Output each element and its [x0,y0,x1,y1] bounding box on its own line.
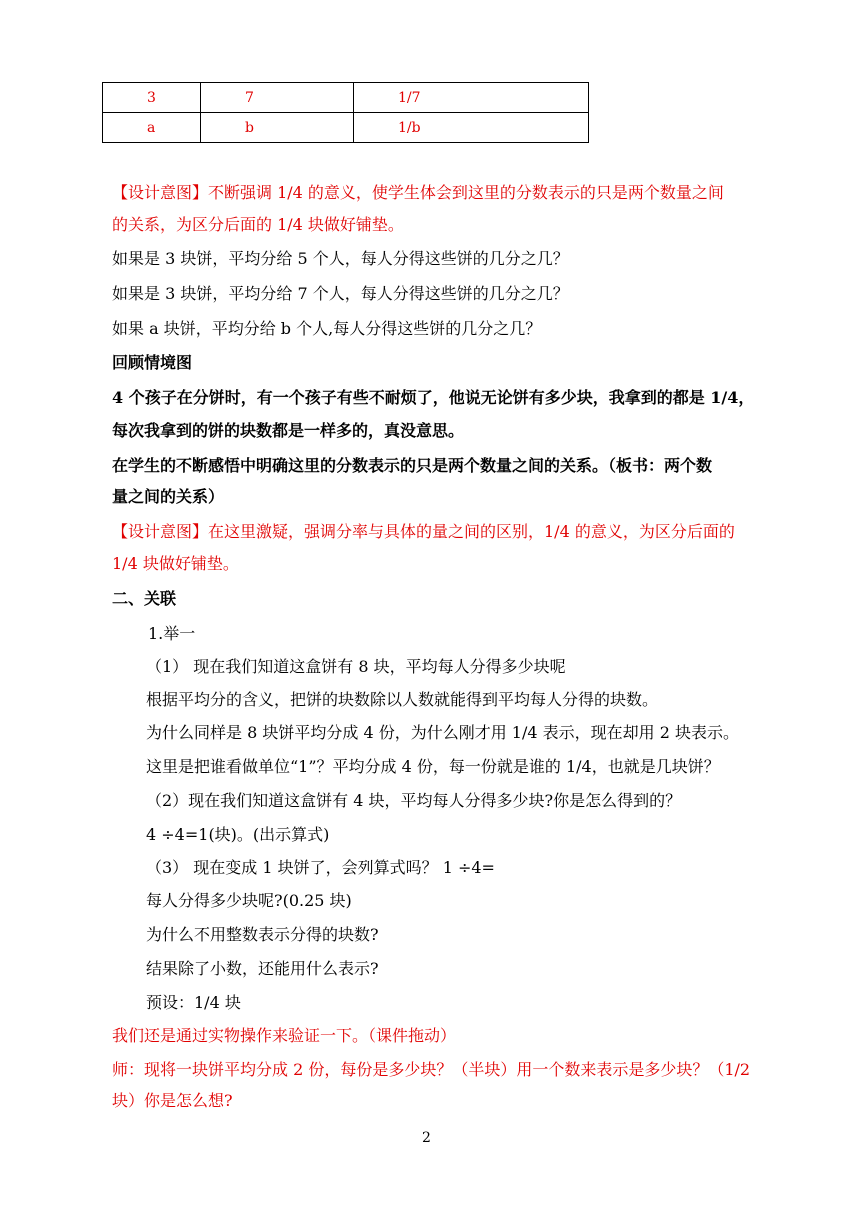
body-line: 这里是把谁看做单位“1”？平均分成 4 份，每一份就是谁的 1/4，也就是几块饼？ [146,757,720,776]
design-intent-line: 的关系，为区分后面的 1/4 块做好铺垫。 [112,215,404,234]
design-intent-line: 【设计意图】在这里激疑，强调分率与具体的量之间的区别，1/4 的意义，为区分后面的 [112,522,735,541]
body-line: （2）现在我们知道这盒饼有 4 块，平均每人分得多少块?你是怎么得到的？ [146,791,682,810]
body-line: （3） 现在变成 1 块饼了，会列算式吗？ 1 ÷4= [146,858,495,877]
board-note-line: 量之间的关系） [112,487,225,506]
page-number: 2 [422,1130,431,1146]
table-cell: 7 [201,83,354,113]
teacher-note-line: 我们还是通过实物操作来验证一下。（课件拖动） [112,1026,457,1045]
body-line: 预设：1/4 块 [146,993,241,1012]
body-line: 为什么不用整数表示分得的块数? [146,925,379,944]
teacher-note-line: 师：现将一块饼平均分成 2 份，每份是多少块？（半块）用一个数来表示是多少块？（1/2 [112,1060,751,1079]
body-line: 为什么同样是 8 块饼平均分成 4 份，为什么刚才用 1/4 表示，现在却用 2 块表示。 [146,723,739,742]
table-cell: 1/7 [354,83,589,113]
story-line: 4 个孩子在分饼时，有一个孩子有些不耐烦了，他说无论饼有多少块，我拿到的都是 1/4， [112,388,755,407]
question-line: 如果是 3 块饼，平均分给 5 个人，每人分得这些饼的几分之几？ [112,249,569,268]
table-row [103,83,589,113]
section-heading: 二、关联 [112,589,177,608]
board-note-line: 在学生的不断感悟中明确这里的分数表示的只是两个数量之间的关系。（板书：两个数 [112,456,713,475]
body-line: 4 ÷4=1(块)。(出示算式) [146,825,330,844]
story-line: 每次我拿到的饼的块数都是一样多的，真没意思。 [112,421,465,440]
body-line: 根据平均分的含义，把饼的块数除以人数就能得到平均每人分得的块数。 [146,690,659,709]
body-line: 结果除了小数，还能用什么表示? [146,959,379,978]
design-intent-line: 【设计意图】不断强调 1/4 的意义，使学生体会到这里的分数表示的只是两个数量之间 [112,183,724,202]
subsection-heading: 1.举一 [148,624,196,643]
question-line: 如果 a 块饼，平均分给 b 个人,每人分得这些饼的几分之几？ [112,319,542,338]
table-cell: a [103,113,201,143]
question-line: 如果是 3 块饼，平均分给 7 个人，每人分得这些饼的几分之几？ [112,284,569,303]
table-row [103,113,589,143]
design-intent-line: 1/4 块做好铺垫。 [112,554,239,573]
body-line: 每人分得多少块呢?(0.25 块) [146,891,352,910]
table-cell: 1/b [354,113,589,143]
table-cell: b [201,113,354,143]
fraction-table [102,82,589,143]
teacher-note-line: 块）你是怎么想? [112,1091,233,1110]
table-cell: 3 [103,83,201,113]
section-heading: 回顾情境图 [112,353,193,372]
body-line: （1） 现在我们知道这盒饼有 8 块，平均每人分得多少块呢 [146,657,566,676]
